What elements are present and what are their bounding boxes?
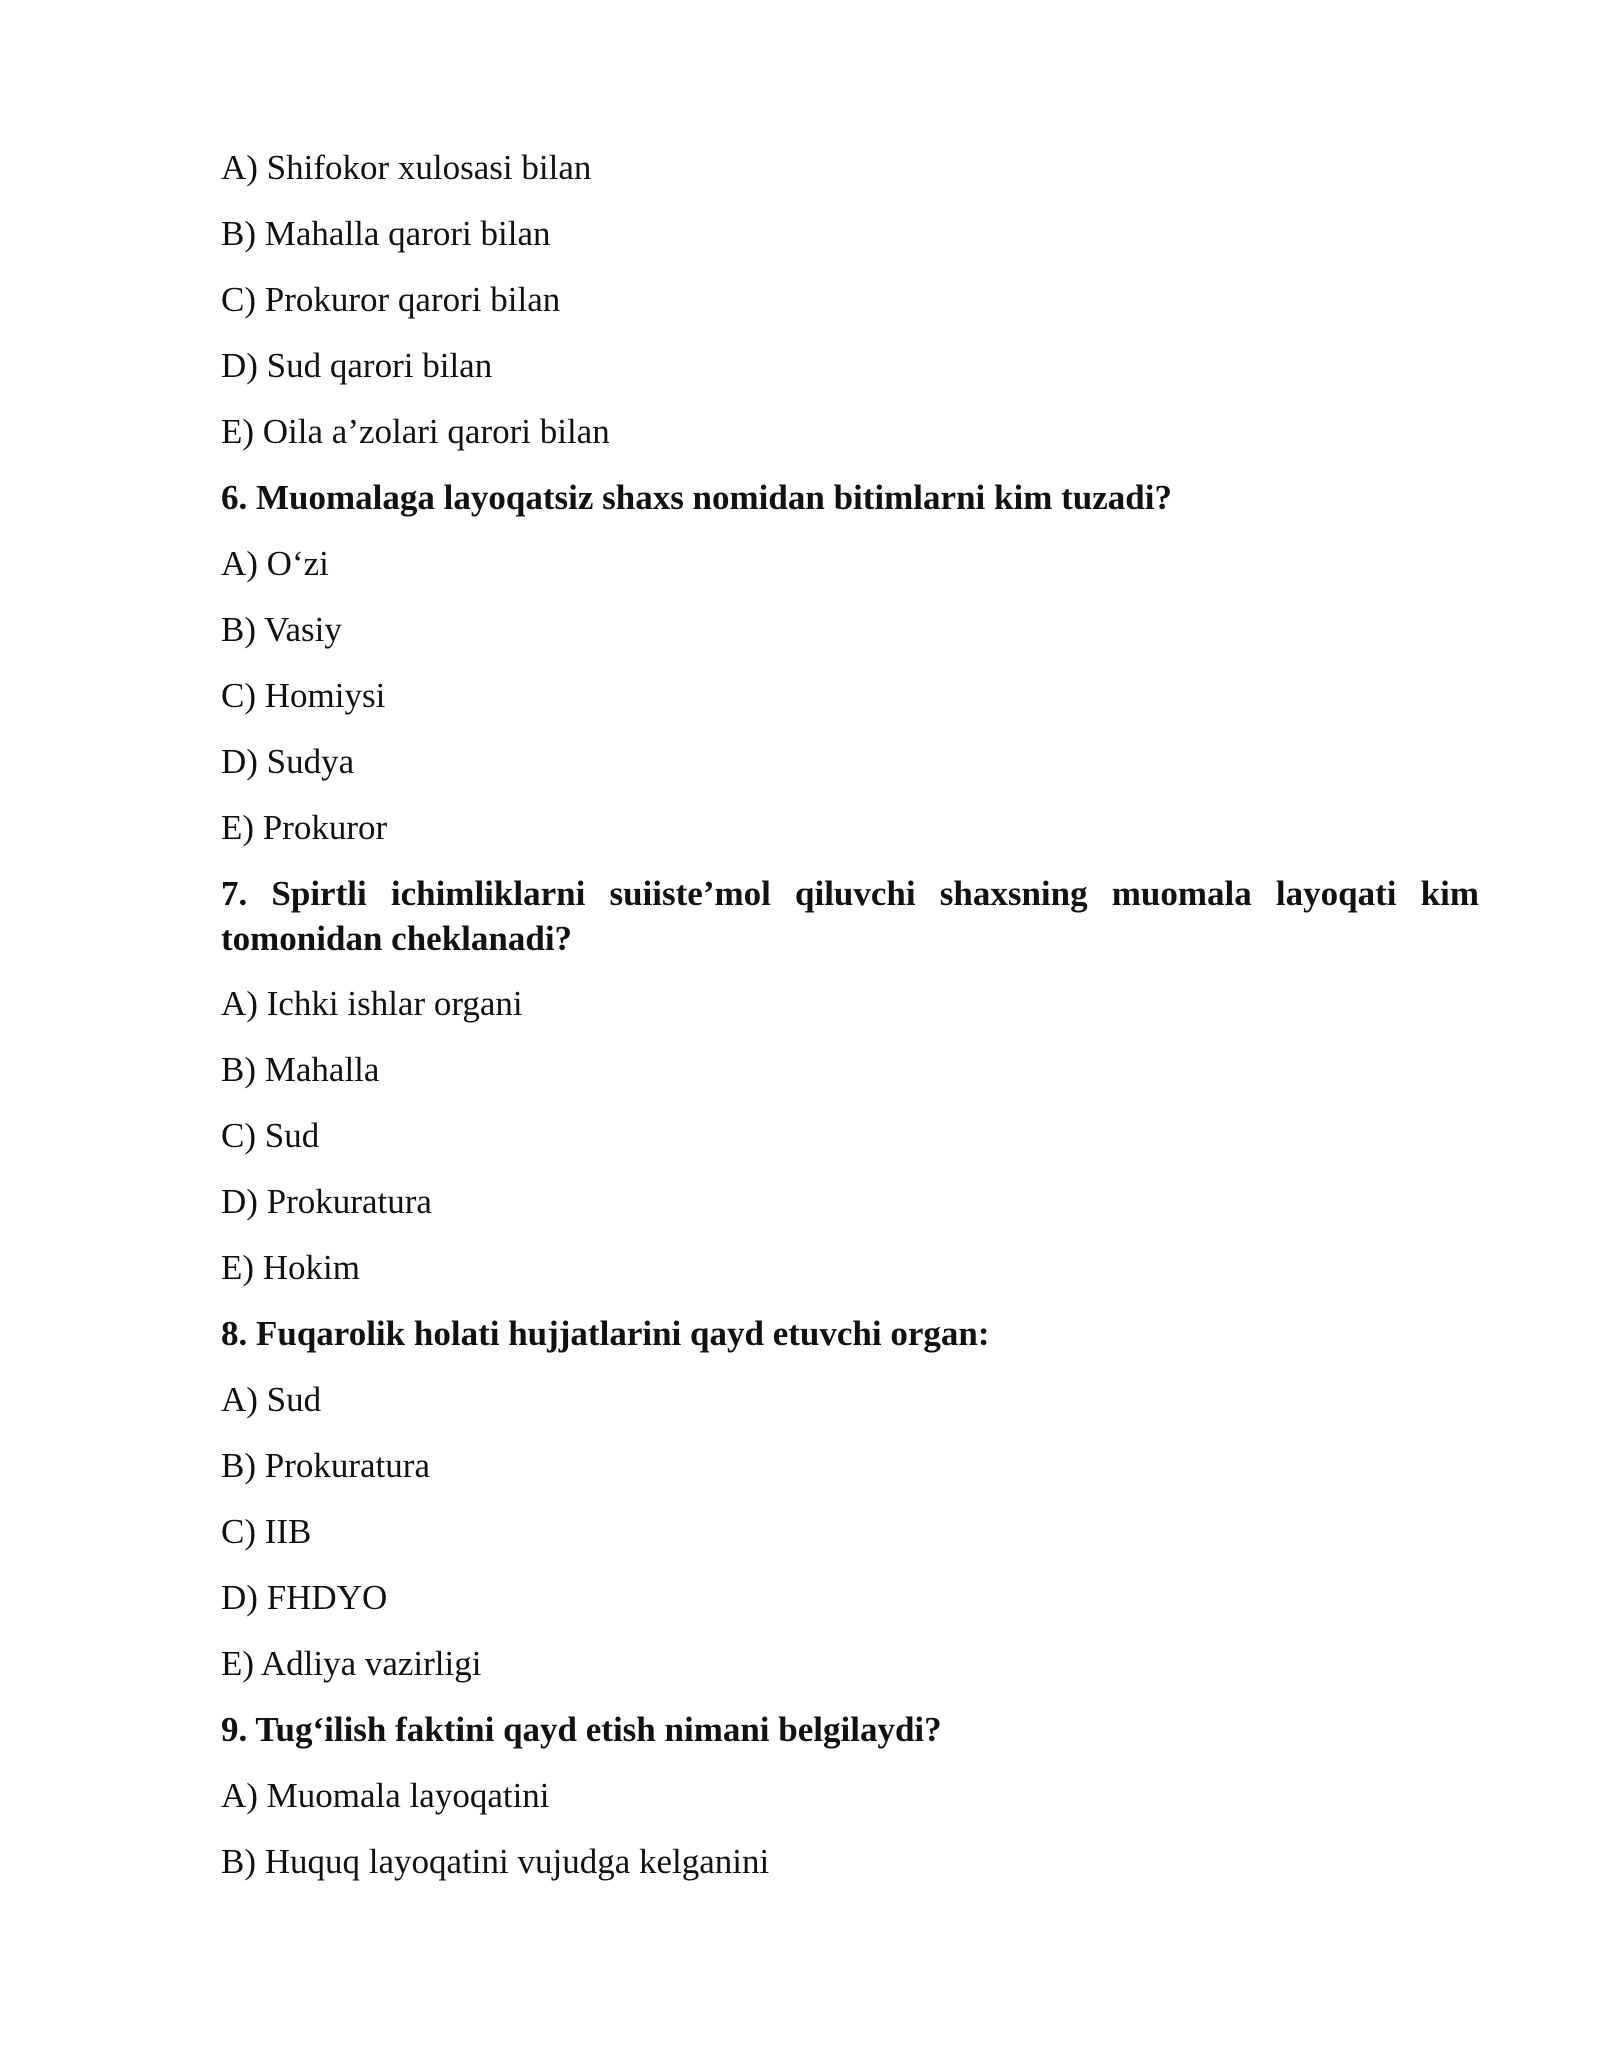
question-7 bbox=[221, 871, 1479, 1291]
answer-option: C) IIB bbox=[221, 1512, 312, 1551]
answer-option: A) Muomala layoqatini bbox=[221, 1776, 550, 1815]
answer-option: D) Prokuratura bbox=[221, 1182, 432, 1221]
answer-option: B) Huquq layoqatini vujudga kelganini bbox=[221, 1842, 770, 1881]
answer-option: B) Prokuratura bbox=[221, 1446, 430, 1485]
answer-option: C) Prokuror qarori bilan bbox=[221, 280, 561, 319]
answer-option: A) Sud bbox=[221, 1380, 322, 1419]
answer-option: A) Ichki ishlar organi bbox=[221, 984, 523, 1023]
answer-option: E) Hokim bbox=[221, 1248, 361, 1287]
answer-option: A) O‘zi bbox=[221, 544, 329, 583]
answer-option: C) Homiysi bbox=[221, 676, 386, 715]
answer-option: B) Mahalla bbox=[221, 1050, 380, 1089]
answer-option: E) Prokuror bbox=[221, 808, 388, 847]
answer-option: B) Mahalla qarori bilan bbox=[221, 214, 551, 253]
question-8 bbox=[221, 1311, 1479, 1687]
question-text: 6. Muomalaga layoqatsiz shaxs nomidan bitimlarni kim tuzadi? bbox=[221, 478, 1172, 517]
answer-option: C) Sud bbox=[221, 1116, 320, 1155]
document-page bbox=[221, 145, 1479, 1905]
answer-option: D) FHDYO bbox=[221, 1578, 388, 1617]
intro-options bbox=[221, 145, 1479, 455]
answer-option: B) Vasiy bbox=[221, 610, 342, 649]
answer-option: E) Adliya vazirligi bbox=[221, 1644, 482, 1683]
answer-option: E) Oila a’zolari qarori bilan bbox=[221, 412, 610, 451]
question-text: 9. Tug‘ilish faktini qayd etish nimani belgilaydi? bbox=[221, 1710, 942, 1749]
question-6 bbox=[221, 475, 1479, 851]
question-text: 7. Spirtli ichimliklarni suiiste’mol qiluvchi shaxsning muomala layoqati kim tomonidan cheklanadi? bbox=[221, 874, 1479, 958]
question-9 bbox=[221, 1707, 1479, 1885]
question-text: 8. Fuqarolik holati hujjatlarini qayd etuvchi organ: bbox=[221, 1314, 990, 1353]
answer-option: D) Sudya bbox=[221, 742, 355, 781]
answer-option: D) Sud qarori bilan bbox=[221, 346, 493, 385]
answer-option: A) Shifokor xulosasi bilan bbox=[221, 148, 592, 187]
